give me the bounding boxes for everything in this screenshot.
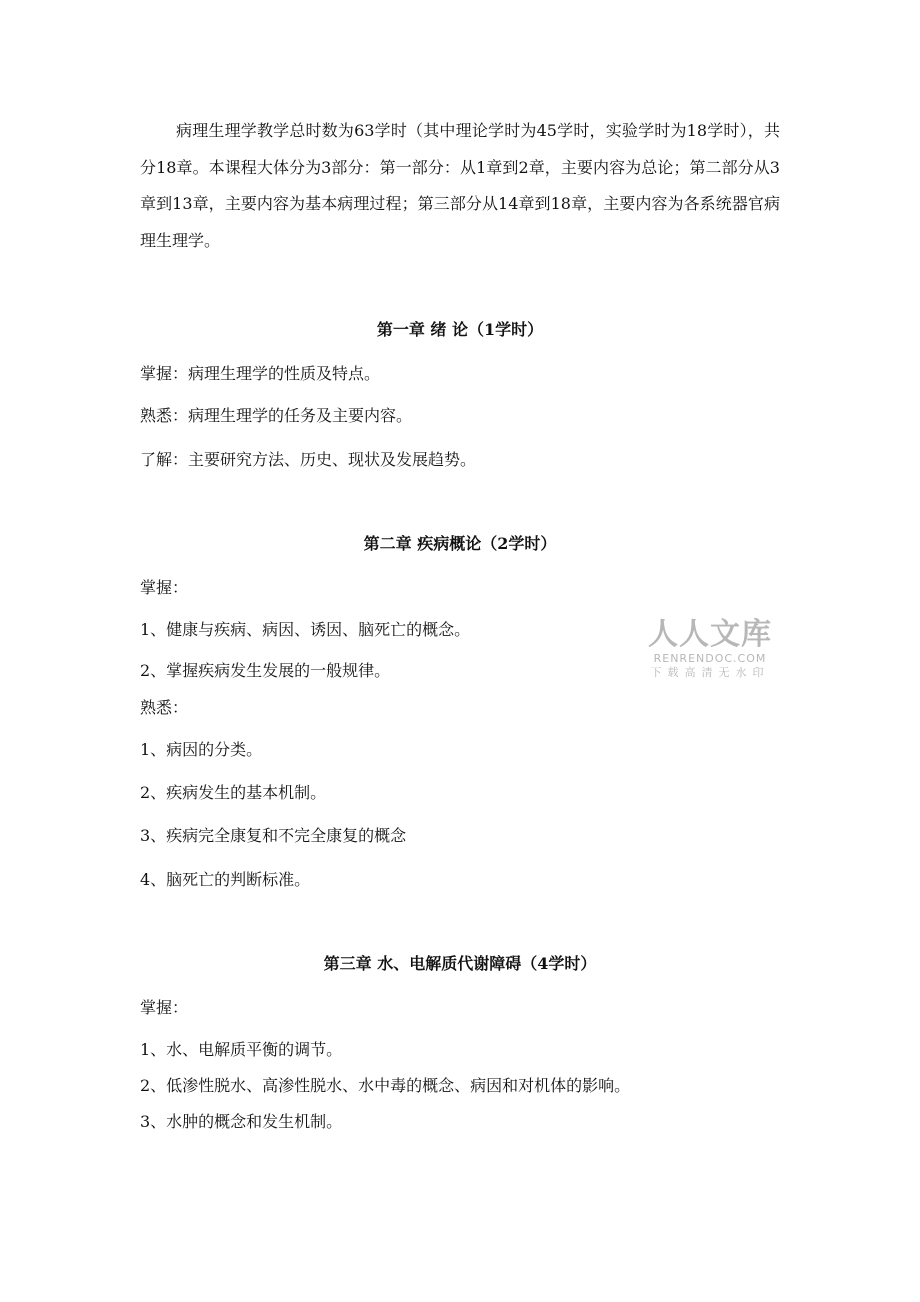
chapter2-master-item: 1、健康与疾病、病因、诱因、脑死亡的概念。 [140, 620, 471, 639]
chapter2-familiar-item: 2、疾病发生的基本机制。 [140, 783, 327, 802]
watermark-domain: RENRENDOC.COM [653, 652, 767, 665]
watermark-slogan: 下载高清无水印 [650, 666, 770, 679]
chapter3-title: 第三章 水、电解质代谢障碍（4学时） [323, 954, 597, 973]
watermark-title: 人人文库 [648, 617, 772, 652]
chapter2-familiar-item: 1、病因的分类。 [140, 740, 263, 759]
intro-text: 病理生理学教学总时数为63学时（其中理论学时为45学时，实验学时为18学时），共分18章。本课程大体分为3部分：第一部分：从1章到2章，主要内容为总论；第二部分从3章到13章，主要内容为基本病理过程；第三部分从14章到18章，主要内容为各系统器官病理生理学。 [140, 121, 780, 250]
chapter2-familiar-label: 熟悉： [140, 698, 189, 717]
chapter3-master-item: 3、水肿的概念和发生机制。 [140, 1112, 343, 1131]
chapter2-title: 第二章 疾病概论（2学时） [363, 534, 557, 553]
watermark-logo [648, 618, 772, 680]
chapter3-master-label: 掌握： [140, 998, 189, 1017]
chapter1-title: 第一章 绪 论（1学时） [376, 320, 544, 339]
chapter1-familiar: 熟悉：病理生理学的任务及主要内容。 [140, 406, 413, 425]
chapter3-master-item: 2、低渗性脱水、高渗性脱水、水中毒的概念、病因和对机体的影响。 [140, 1076, 631, 1095]
chapter1-master: 掌握：病理生理学的性质及特点。 [140, 364, 381, 383]
chapter1-understand: 了解：主要研究方法、历史、现状及发展趋势。 [140, 450, 477, 469]
chapter2-familiar-item: 3、疾病完全康复和不完全康复的概念 [140, 826, 407, 845]
intro-paragraph [140, 113, 780, 259]
chapter2-master-item: 2、掌握疾病发生发展的一般规律。 [140, 661, 391, 680]
chapter3-master-item: 1、水、电解质平衡的调节。 [140, 1040, 343, 1059]
chapter2-familiar-item: 4、脑死亡的判断标准。 [140, 870, 311, 889]
chapter2-master-label: 掌握： [140, 578, 189, 597]
